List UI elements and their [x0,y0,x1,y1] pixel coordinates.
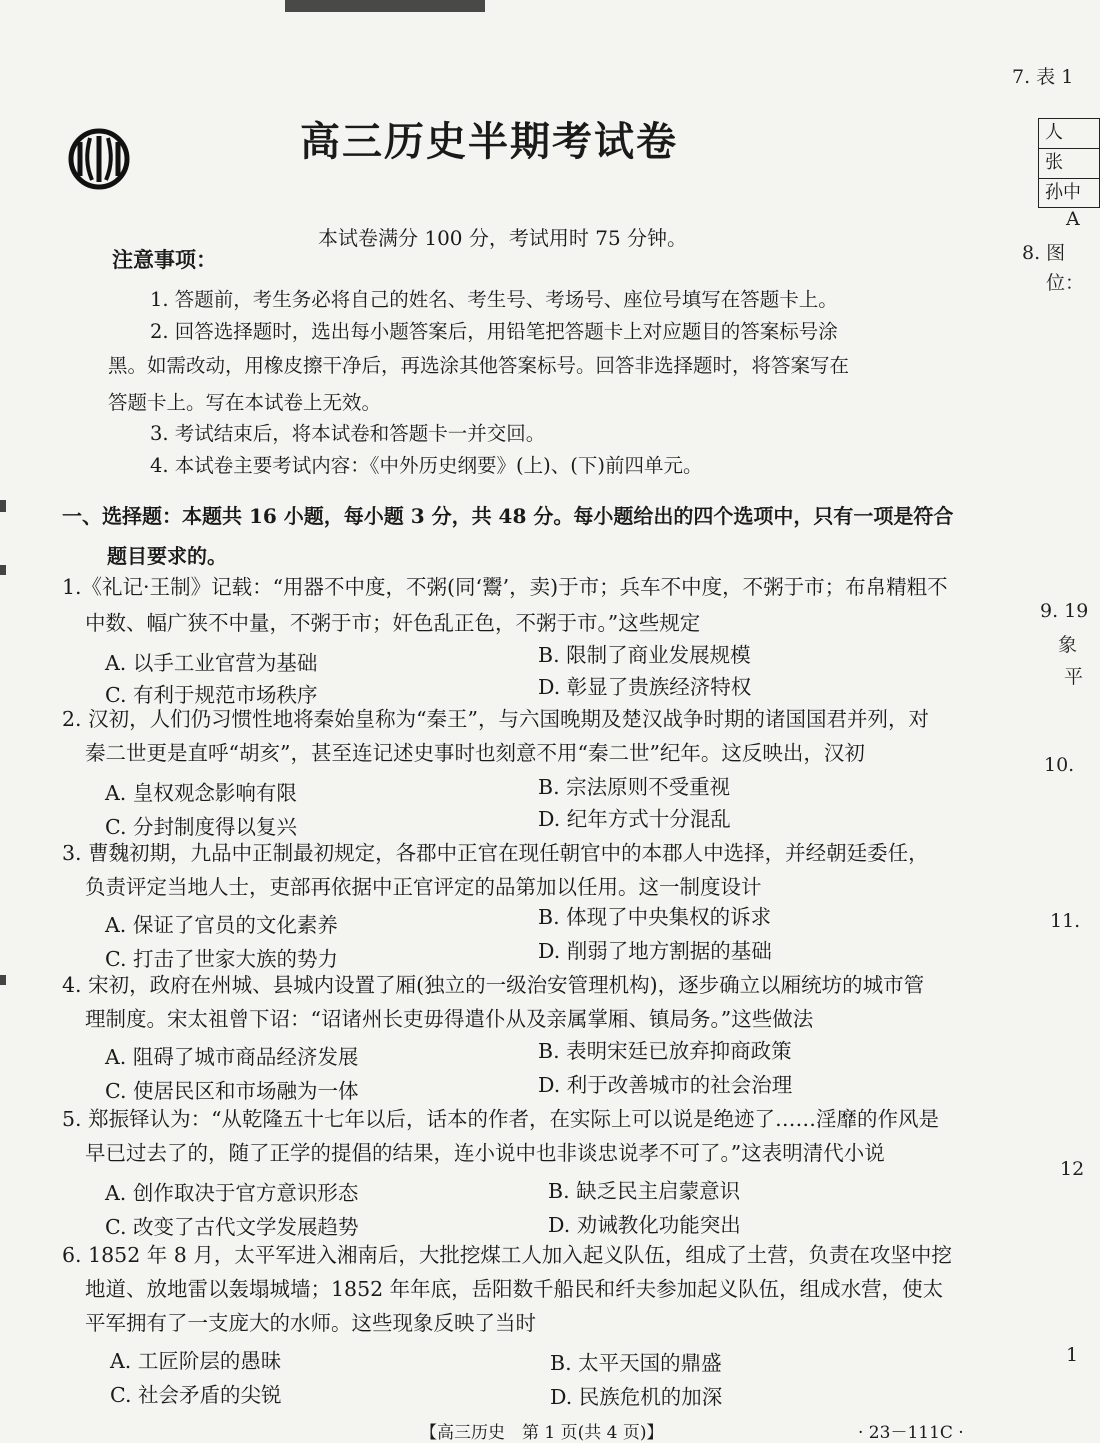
question-stem: 中数、幅广狭不中量，不粥于市；奸色乱正色，不粥于市。”这些规定 [85,611,701,635]
binding-mark [0,975,6,985]
edge-q9-cont: 平 [1064,666,1084,688]
edge-q10: 10. [1044,754,1075,776]
option-a: A. 皇权观念影响有限 [105,781,297,805]
question-stem: 平军拥有了一支庞大的水师。这些现象反映了当时 [85,1311,536,1335]
edge-q11: 11. [1050,910,1081,932]
question-stem: 负责评定当地人士，吏部再依据中正官评定的品第加以任用。这一制度设计 [85,875,762,899]
option-d: D. 彰显了贵族经济特权 [538,675,752,699]
edge-q12: 12 [1060,1158,1085,1180]
question-stem: 早已过去了的，随了正学的提倡的结果，连小说中也非谈忠说孝不可了。”这表明清代小说 [85,1141,885,1165]
option-b: B. 缺乏民主启蒙意识 [548,1179,741,1203]
publisher-logo [68,128,130,190]
option-b: B. 限制了商业发展规模 [538,643,751,667]
option-b: B. 太平天国的鼎盛 [550,1351,722,1375]
option-c: C. 有利于规范市场秩序 [105,683,318,707]
edge-q13: 1 [1066,1344,1079,1366]
edge-table [1038,118,1100,208]
option-b: B. 体现了中央集权的诉求 [538,905,772,929]
notice-heading: 注意事项： [112,247,217,272]
exam-title: 高三历史半期考试卷 [300,118,678,165]
question-stem: 4. 宋初，政府在州城、县城内设置了厢(独立的一级治安管理机构)，逐步确立以厢统坊的城市管 [62,973,925,997]
binding-mark [0,500,6,512]
notice-line: 2. 回答选择题时，选出每小题答案后，用铅笔把答题卡上对应题目的答案标号涂 [150,320,838,343]
notice-line: 答题卡上。写在本试卷上无效。 [108,391,382,414]
page-footer-label: 【高三历史 第 1 页(共 4 页)】 [420,1423,664,1443]
paper-code: · 23－111C · [858,1423,964,1443]
edge-table-cell: 张 [1039,149,1099,179]
question-stem: 2. 汉初，人们仍习惯性地将秦始皇称为“秦王”，与六国晚期及楚汉战争时期的诸国国君并列，对 [62,707,930,731]
edge-table-cell: 孙中 [1045,182,1081,203]
edge-q8-cont: 位： [1046,272,1085,294]
option-b: B. 表明宋廷已放弃抑商政策 [538,1039,792,1063]
notice-line: 黑。如需改动，用橡皮擦干净后，再选涂其他答案标号。回答非选择题时，将答案写在 [108,354,850,377]
option-d: D. 民族危机的加深 [550,1385,723,1409]
edge-q7: 7. 表 1 [1012,66,1074,88]
notice-line: 3. 考试结束后，将本试卷和答题卡一并交回。 [150,422,546,445]
question-stem: 理制度。宋太祖曾下诏：“诏诸州长吏毋得遣仆从及亲属掌厢、镇局务。”这些做法 [85,1007,814,1031]
question-stem: 3. 曹魏初期，九品中正制最初规定，各郡中正官在现任朝官中的本郡人中选择，并经朝廷委任， [62,841,929,865]
exam-subtitle: 本试卷满分 100 分，考试用时 75 分钟。 [318,226,688,250]
option-c: C. 使居民区和市场融为一体 [105,1079,359,1103]
edge-q8: 8. 图 [1022,242,1066,264]
question-stem: 5. 郑振铎认为：“从乾隆五十七年以后，话本的作者，在实际上可以说是绝迹了……淫靡的作风是 [62,1107,940,1131]
option-d: D. 劝诫教化功能突出 [548,1213,741,1237]
option-d: D. 利于改善城市的社会治理 [538,1073,793,1097]
scan-smudge [285,0,485,12]
option-a: A. 工匠阶层的愚昧 [110,1349,282,1373]
option-a: A. 保证了官员的文化素养 [105,913,338,937]
section-heading: 一、选择题：本题共 16 小题，每小题 3 分，共 48 分。每小题给出的四个选项中，只有一项是符合 [62,504,954,528]
question-stem: 秦二世更是直呼“胡亥”，甚至连记述史事时也刻意不用“秦二世”纪年。这反映出，汉初 [85,741,865,765]
option-c: C. 社会矛盾的尖锐 [110,1383,282,1407]
option-c: C. 改变了古代文学发展趋势 [105,1215,359,1239]
option-c: C. 分封制度得以复兴 [105,815,297,839]
option-d: D. 削弱了地方割据的基础 [538,939,772,963]
binding-mark [0,565,6,575]
notice-line: 4. 本试卷主要考试内容：《中外历史纲要》(上)、(下)前四单元。 [150,454,703,477]
option-d: D. 纪年方式十分混乱 [538,807,731,831]
option-a: A. 以手工业官营为基础 [105,651,318,675]
question-stem: 地道、放地雷以轰塌城墙；1852 年年底，岳阳数千船民和纤夫参加起义队伍，组成水营，使太 [85,1277,944,1301]
option-b: B. 宗法原则不受重视 [538,775,731,799]
question-stem: 1.《礼记·王制》记载：“用器不中度，不粥(同‘鬻’，卖)于市；兵车不中度，不粥于市；布帛精粗不 [62,575,948,599]
section-heading-cont: 题目要求的。 [107,544,227,568]
option-a: A. 阻碍了城市商品经济发展 [105,1045,359,1069]
option-c: C. 打击了世家大族的势力 [105,947,338,971]
edge-mark: A [1066,208,1080,230]
option-a: A. 创作取决于官方意识形态 [105,1181,359,1205]
question-stem: 6. 1852 年 8 月，太平军进入湘南后，大批挖煤工人加入起义队伍，组成了土营，负责在攻坚中挖 [62,1243,952,1267]
edge-q9: 9. 19 [1040,600,1089,622]
edge-table-cell: 人 [1039,119,1099,149]
edge-q9-cont: 象 [1058,634,1078,656]
notice-line: 1. 答题前，考生务必将自己的姓名、考生号、考场号、座位号填写在答题卡上。 [150,288,838,311]
